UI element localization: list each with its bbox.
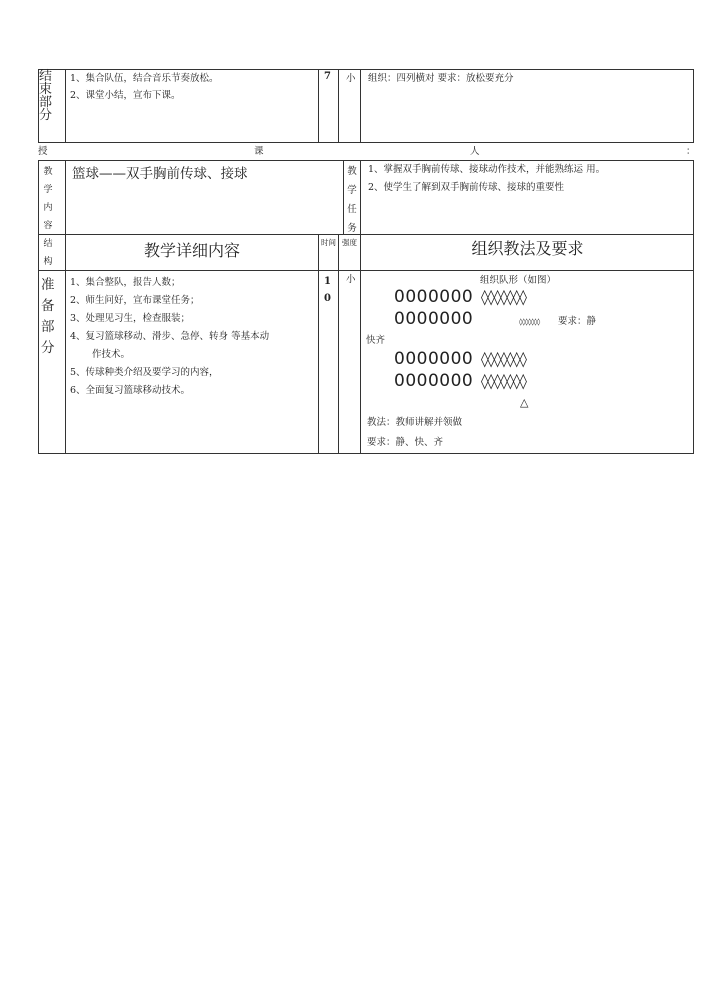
end-intensity: 小 [346,73,356,84]
task-label: 教学任务 [347,166,357,234]
lesson-title: 篮球——双手胸前传球、接球 [72,166,248,182]
prep-requirement: 要求：静、快、齐 [367,437,444,448]
end-section-label: 结束部分 [39,69,53,123]
end-time: 7 [324,71,331,82]
prep-time: 10 [324,276,331,304]
formation-row-3-diamonds: ◊◊◊◊◊◊◊ [481,350,526,368]
formation-title: 组织队形（如图） [480,275,557,286]
teacher-char-2: 课 [254,146,264,157]
formation-row-2-zeros: 0000000 [394,309,474,329]
teacher-char-1: 授 [38,146,48,157]
formation-row-2-diamonds: ◊◊◊◊◊◊◊ [519,318,540,326]
teacher-char-3: 人 [470,146,480,157]
prep-item-2: 2、师生问好，宣布课堂任务； [70,295,200,306]
formation-row-1-diamonds: ◊◊◊◊◊◊◊ [481,288,526,306]
prep-item-6: 6、全面复习篮球移动技术。 [70,385,191,396]
prep-item-3: 3、处理见习生，检查服装； [70,313,191,324]
task-2: 2、使学生了解到双手胸前传球、接球的重要性 [368,182,565,193]
header-detail: 教学详细内容 [143,241,240,260]
header-intensity: 强度 [342,238,357,247]
end-item-2: 2、课堂小结，宣布下课。 [70,90,181,101]
formation-row-4-zeros: 0000000 [394,371,474,391]
teacher-triangle-icon: △ [520,396,529,409]
header-method: 组织教法及要求 [471,239,584,258]
prep-item-4: 4、复习篮球移动、滑步、急停、转身 等基本动 [70,331,270,342]
prep-label: 准备部分 [41,277,55,356]
prep-method: 教法：教师讲解并领做 [367,417,463,428]
prep-item-4b: 作技术。 [92,349,131,360]
formation-row-2-suffix: 要求：静 [558,316,597,327]
header-structure: 结构 [43,239,53,267]
prep-item-5: 5、传球种类介绍及要学习的内容， [70,367,219,378]
header-time: 时间 [321,238,336,247]
formation-row-4-diamonds: ◊◊◊◊◊◊◊ [481,372,526,390]
prep-intensity: 小 [346,274,356,285]
end-item-1: 1、集合队伍，结合音乐节奏放松。 [70,73,219,84]
content-label: 教学内容 [43,167,53,231]
formation-continued: 快齐 [366,335,386,346]
prep-item-1: 1、集合整队，报告人数； [70,277,181,288]
teacher-char-4: ： [686,146,696,157]
formation-row-1-zeros: 0000000 [394,287,474,307]
end-organization: 组织：四列横对 要求：放松要充分 [368,73,514,84]
formation-row-3-zeros: 0000000 [394,349,474,369]
task-1: 1、掌握双手胸前传球、接球动作技术，并能熟练运 用。 [368,164,606,175]
